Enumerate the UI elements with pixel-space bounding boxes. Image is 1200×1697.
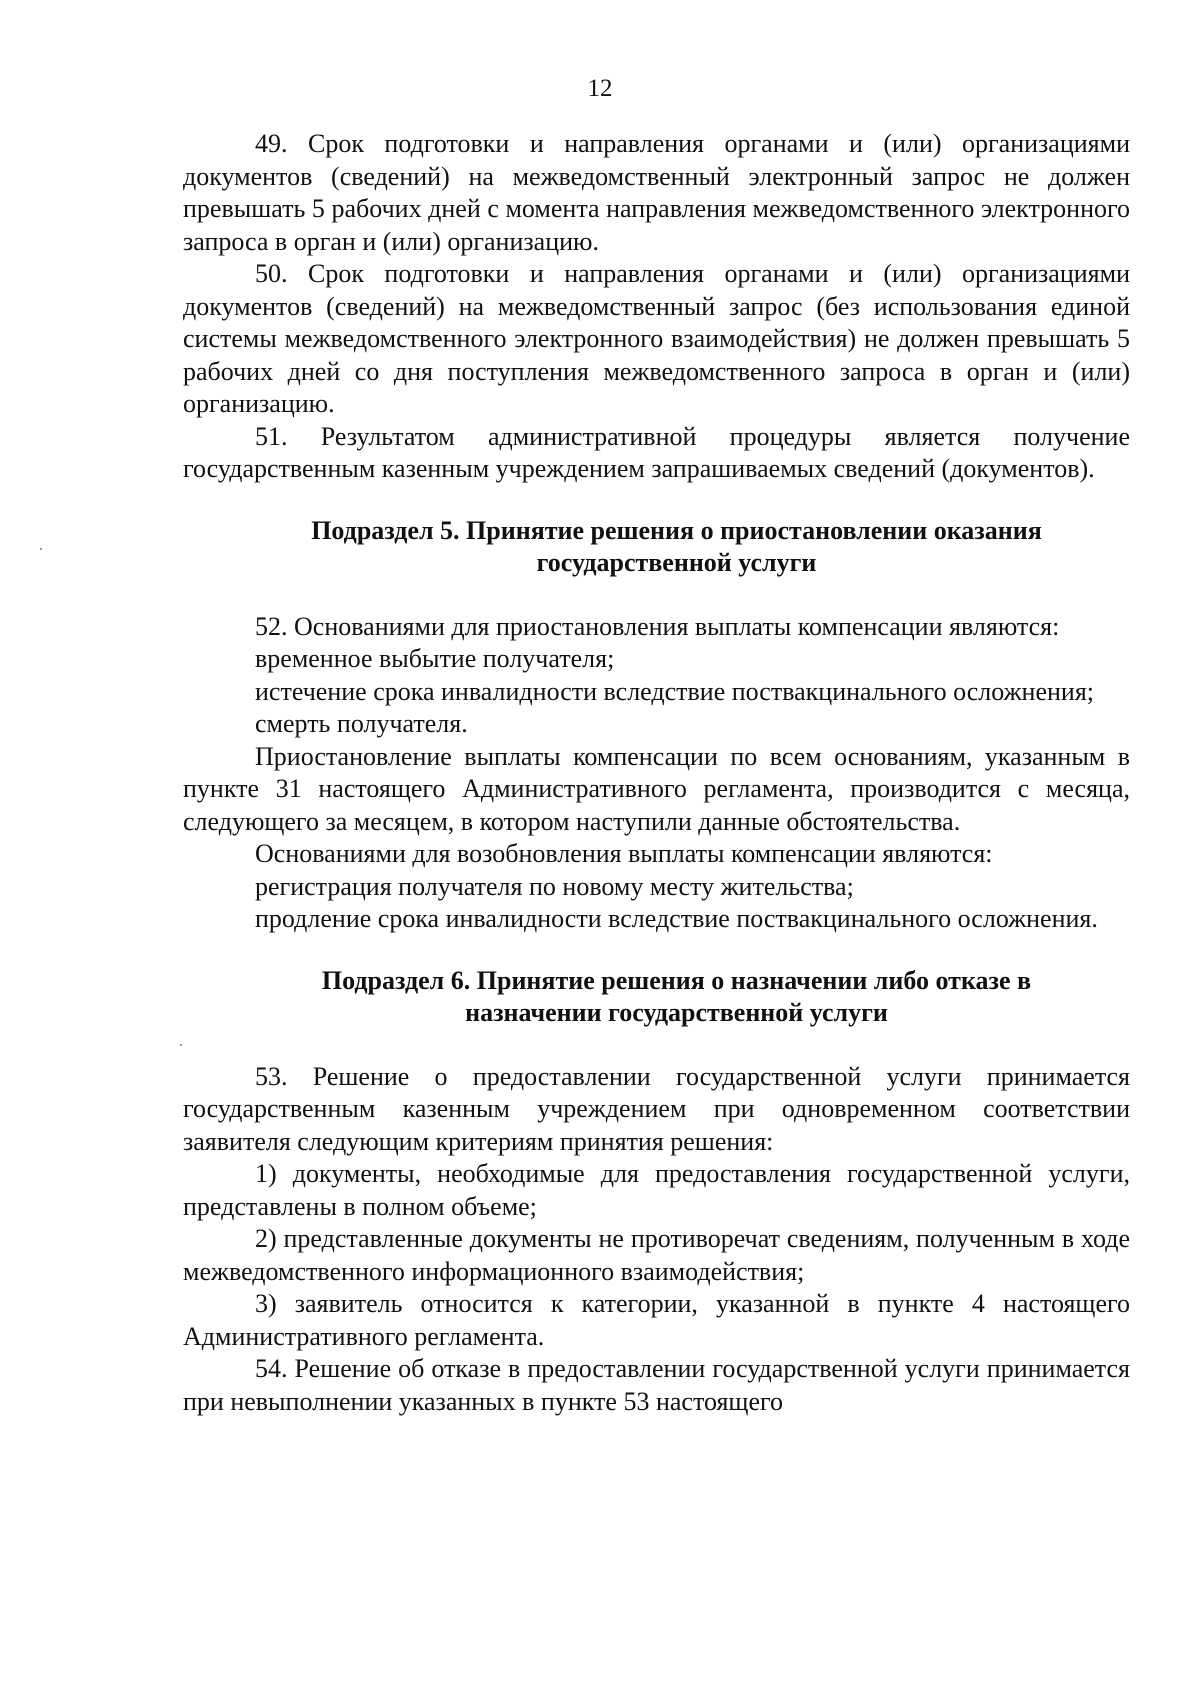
list-item: смерть получателя.: [255, 709, 468, 738]
paragraph-49: 49. Срок подготовки и направления органами и (или) организациями документов (сведений) на межведомственный электронный запрос не должен превышать 5 рабочих дней с момента направления межведомственного электронного запроса в орган и (или) организацию.: [183, 129, 1130, 256]
paragraph-52: 52. Основаниями для приостановления выплаты компенсации являются:: [255, 611, 1060, 641]
list-item: регистрация получателя по новому месту жительства;: [255, 871, 854, 901]
list-item: продление срока инвалидности вследствие поствакцинального осложнения.: [255, 904, 1098, 933]
section-6-title-line-1: Подраздел 6. Принятие решения о назначении либо отказе в: [321, 965, 1032, 995]
list-item: истечение срока инвалидности вследствие поствакцинального осложнения;: [255, 676, 1095, 706]
paragraph-suspension: Приостановление выплаты компенсации по всем основаниям, указанным в пункте 31 настоящего Административного регламента, производится с месяца, следующего за месяцем, в котором наступили данные обстоятельства.: [183, 741, 1130, 836]
page-number: 12: [587, 75, 613, 102]
paragraph-53: 53. Решение о предоставлении государственной услуги принимается государственным казенным учреждением при одновременном соответствии заявителя следующим критериям принятия решения:: [183, 1061, 1130, 1156]
paragraph-51: 51. Результатом административной процедуры является получение государственным казенным учреждением запрашиваемых сведений (документов).: [183, 421, 1130, 483]
list-item: 2) представленные документы не противоречат сведениям, полученным в ходе межведомственного информационного взаимодействия;: [183, 1224, 1130, 1286]
list-item: 1) документы, необходимые для предоставления государственной услуги, представлены в полном объеме;: [183, 1159, 1130, 1221]
list-item: 3) заявитель относится к категории, указанной в пункте 4 настоящего Административного регламента.: [183, 1289, 1130, 1351]
section-6-heading: [183, 965, 1130, 1030]
section-5-heading: [183, 515, 1130, 580]
paragraph-resumption: Основаниями для возобновления выплаты компенсации являются:: [255, 839, 993, 868]
section-6-title-line-2: назначении государственной услуги: [465, 998, 888, 1027]
document-body: [183, 128, 1130, 1418]
paragraph-50: 50. Срок подготовки и направления органами и (или) организациями документов (сведений) на межведомственный запрос (без использования единой системы межведомственного электронного взаимодействия) не должен превышать 5 рабочих дней со дня поступления межведомственного запроса в орган и (или) организацию.: [183, 259, 1130, 418]
paragraph-54: 54. Решение об отказе в предоставлении государственной услуги принимается при невыполнении указанных в пункте 53 настоящего: [183, 1354, 1130, 1416]
section-5-title-line-1: Подраздел 5. Принятие решения о приостановлении оказания: [311, 515, 1042, 545]
scan-dot-mark: [180, 1044, 182, 1046]
section-5-title-line-2: государственной услуги: [536, 548, 817, 577]
scan-dot-mark: [40, 548, 42, 550]
list-item: временное выбытие получателя;: [255, 644, 615, 673]
